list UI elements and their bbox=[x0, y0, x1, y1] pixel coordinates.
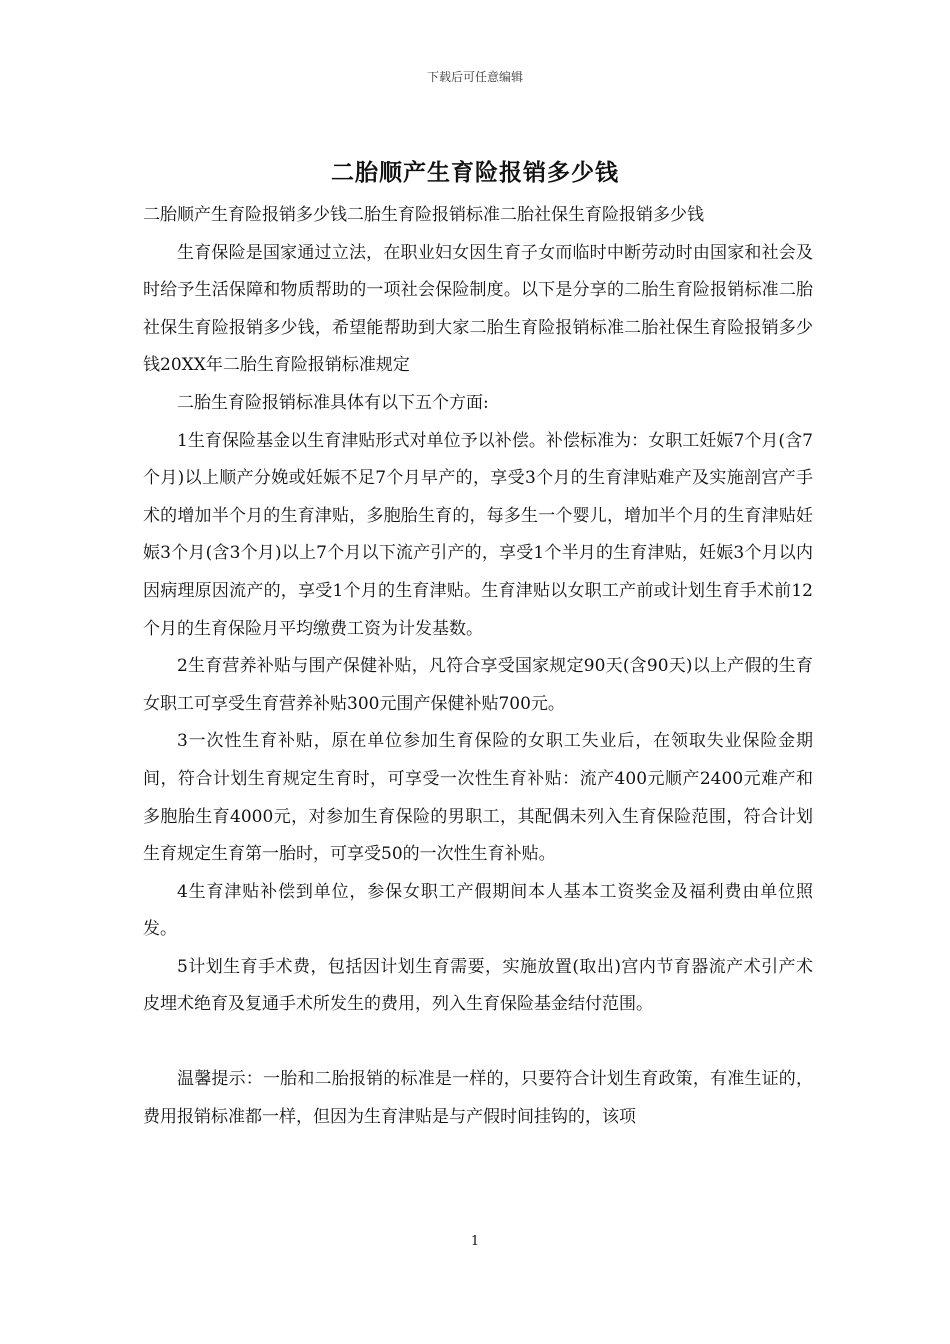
paragraph-item-1: 1生育保险基金以生育津贴形式对单位予以补偿。补偿标准为：女职工妊娠7个月(含7个月)以上顺产分娩或妊娠不足7个月早产的，享受3个月的生育津贴难产及实施剖宫产手术的增加半个月的生育津贴，多胞胎生育的，每多生一个婴儿，增加半个月的生育津贴妊娠3个月(含3个月)以上7个月以下流产引产的，享受1个半月的生育津贴，妊娠3个月以内因病理原因流产的，享受1个月的生育津贴。生育津贴以女职工产前或计划生育手术前12个月的生育保险月平均缴费工资为计发基数。 bbox=[143, 430, 813, 639]
document-title: 二胎顺产生育险报销多少钱 bbox=[331, 159, 619, 186]
paragraph-intro: 生育保险是国家通过立法，在职业妇女因生育子女而临时中断劳动时由国家和社会及时给予生活保障和物质帮助的一项社会保险制度。以下是分享的二胎生育险报销标准二胎社保生育险报销多少钱，希望能帮助到大家二胎生育险报销标准二胎社保生育险报销多少钱20XX年二胎生育险报销标准规定 bbox=[143, 242, 813, 376]
paragraph-item-2: 2生育营养补贴与围产保健补贴，凡符合享受国家规定90天(含90天)以上产假的生育女职工可享受生育营养补贴300元围产保健补贴700元。 bbox=[143, 656, 813, 714]
paragraph-gap bbox=[143, 1024, 813, 1061]
paragraph-overview: 二胎生育险报销标准具体有以下五个方面: bbox=[177, 392, 489, 413]
paragraph-item-4: 4生育津贴补偿到单位，参保女职工产假期间本人基本工资奖金及福利费由单位照发。 bbox=[143, 881, 813, 940]
paragraph-item-3: 3一次性生育补贴，原在单位参加生育保险的女职工失业后，在领取失业保险金期间，符合计划生育规定生育时，可享受一次性生育补贴：流产400元顺产2400元难产和多胞胎生育4000元，对参加生育保险的男职工，其配偶未列入生育保险范围，符合计划生育规定生育第一胎时，可享受50的一次性生育补贴。 bbox=[143, 731, 813, 865]
page-number: 1 bbox=[470, 1234, 480, 1249]
header-note: 下载后可任意编辑 bbox=[426, 70, 523, 84]
document-body bbox=[143, 197, 813, 1136]
paragraph-tip: 温馨提示：一胎和二胎报销的标准是一样的，只要符合计划生育政策，有准生证的，费用报销标准都一样，但因为生育津贴是与产假时间挂钩的，该项 bbox=[143, 1069, 813, 1127]
paragraph-item-5: 5计划生育手术费，包括因计划生育需要，实施放置(取出)宫内节育器流产术引产术皮埋术绝育及复通手术所发生的费用，列入生育保险基金结付范围。 bbox=[143, 956, 813, 1015]
subtitle-line: 二胎顺产生育险报销多少钱二胎生育险报销标准二胎社保生育险报销多少钱 bbox=[143, 205, 704, 225]
